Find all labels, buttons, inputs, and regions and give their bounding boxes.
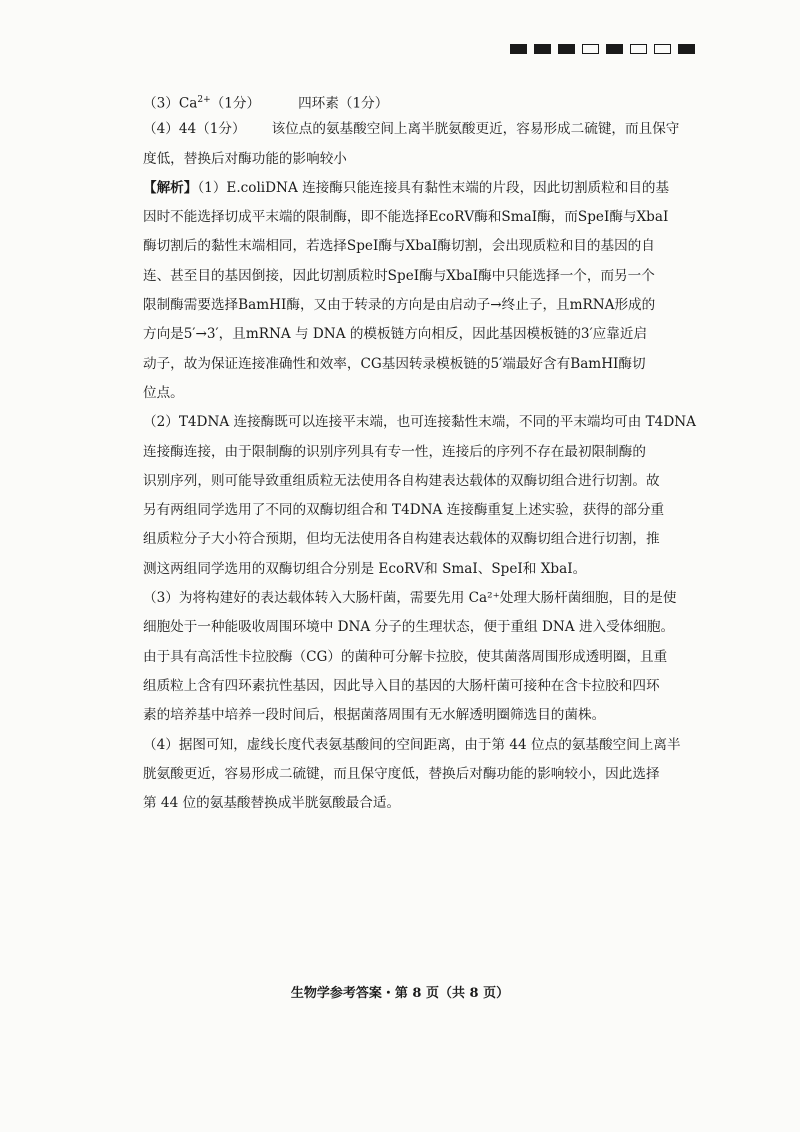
analysis-text: 连、甚至目的基因倒接，因此切割质粒时SpeⅠ酶与XbaⅠ酶中只能选择一个，而另一个 (143, 267, 655, 284)
analysis-line (143, 262, 703, 291)
analysis-text: （4）据图可知，虚线长度代表氨基酸间的空间距离，由于第 44 位点的氨基酸空间上离半 (143, 736, 681, 753)
page-marker (582, 44, 599, 54)
analysis-text: 细胞处于一种能吸收周围环境中 DNA 分子的生理状态，便于重组 DNA 进入受体细胞。 (143, 619, 675, 636)
analysis-text: 位点。 (143, 384, 184, 401)
q3-ca-sup: 2+ (197, 95, 211, 105)
analysis-part-4 (143, 731, 703, 819)
q3-ca: Ca (178, 95, 198, 112)
analysis-text: 测这两组同学选用的双酶切组合分别是 EcoRⅤ和 SmaⅠ、SpeⅠ和 XbaⅠ。 (143, 560, 587, 577)
analysis-text: 组质粒分子大小符合预期，但均无法使用各自构建表达载体的双酶切组合进行切割，推 (143, 531, 660, 548)
analysis-line (143, 203, 703, 232)
analysis-part-2 (143, 408, 703, 584)
analysis-line (143, 525, 703, 554)
analysis-line (143, 496, 703, 525)
analysis-text: （2）T4DNA 连接酶既可以连接平末端，也可连接黏性末端，不同的平末端均可由 T4DNA (143, 414, 696, 431)
analysis-text: 另有两组同学选用了不同的双酶切组合和 T4DNA 连接酶重复上述实验，获得的部分重 (143, 502, 665, 519)
analysis-text: 连接酶连接，由于限制酶的识别序列具有专一性，连接后的序列不存在最初限制酶的 (143, 443, 646, 460)
page-marker (558, 44, 575, 54)
q4-number: （4） (143, 121, 179, 138)
page-footer: 生物学参考答案・第 8 页（共 8 页） (290, 986, 510, 1001)
analysis-text: 识别序列，则可能导致重组质粒无法使用各自构建表达载体的双酶切组合进行切割。故 (143, 472, 660, 489)
analysis-text: （3）为将构建好的表达载体转入大肠杆菌，需要先用 Ca²⁺处理大肠杆菌细胞，目的是使 (143, 590, 677, 607)
analysis-line (143, 643, 703, 672)
page-marker (630, 44, 647, 54)
analysis-line (143, 350, 703, 379)
analysis-line (143, 760, 703, 789)
analysis-tag: 【解析】 (143, 179, 198, 196)
q3-answer2: 四环素（1分） (298, 95, 389, 112)
analysis-text: 动子，故为保证连接准确性和效率，CG基因转录模板链的5′端最好含有BamHⅠ酶切 (143, 355, 646, 372)
page-marker (534, 44, 551, 54)
analysis-line (143, 701, 703, 730)
analysis-part-1 (143, 174, 703, 408)
analysis-line (143, 731, 703, 760)
analysis-text: 方向是5′→3′，且mRNA 与 DNA 的模板链方向相反，因此基因模板链的3′应靠近启 (143, 326, 648, 343)
analysis-line (143, 291, 703, 320)
analysis-text: 因时不能选择切成平末端的限制酶，即不能选择EcoRⅤ酶和SmaⅠ酶，而SpeⅠ酶与XbaⅠ (143, 209, 669, 226)
analysis-line (143, 174, 703, 203)
analysis-line (143, 408, 703, 437)
q3-answer1-score: （1分） (210, 95, 261, 112)
answer-content (143, 86, 703, 818)
analysis-line (143, 672, 703, 701)
analysis-line (143, 584, 703, 613)
analysis-text: 胱氨酸更近，容易形成二硫键，而且保守度低，替换后对酶功能的影响较小，因此选择 (143, 765, 660, 782)
q3-number: （3） (143, 95, 179, 112)
analysis-text: 第 44 位的氨基酸替换成半胱氨酸最合适。 (143, 795, 401, 812)
analysis-part-3 (143, 584, 703, 730)
analysis-line (143, 232, 703, 261)
analysis-line (143, 555, 703, 584)
analysis-text: 酶切割后的黏性末端相同，若选择SpeⅠ酶与XbaⅠ酶切割，会出现质粒和目的基因的自 (143, 238, 655, 255)
answer-q4-line1 (143, 115, 703, 144)
analysis-line (143, 379, 703, 408)
analysis-text: 限制酶需要选择BamHⅠ酶，又由于转录的方向是由启动子→终止子，且mRNA形成的 (143, 297, 656, 314)
analysis-text: 组质粒上含有四环素抗性基因，因此导入目的基因的大肠杆菌可接种在含卡拉胶和四环 (143, 677, 660, 694)
analysis-line (143, 613, 703, 642)
page-marker (654, 44, 671, 54)
analysis-text: 由于具有高活性卡拉胶酶（CG）的菌种可分解卡拉胶，使其菌落周围形成透明圈，且重 (143, 648, 668, 665)
answer-q3 (143, 86, 703, 115)
analysis-line (143, 320, 703, 349)
q4-reason: 该位点的氨基酸空间上离半胱氨酸更近，容易形成二硫键，而且保守 (271, 121, 680, 138)
page-marker (510, 44, 527, 54)
analysis-text: 素的培养基中培养一段时间后，根据菌落周围有无水解透明圈筛选目的菌株。 (143, 707, 606, 724)
analysis-line (143, 467, 703, 496)
analysis-line (143, 789, 703, 818)
analysis-text: （1）E.coliDNA 连接酶只能连接具有黏性末端的片段，因此切割质粒和目的基 (197, 179, 670, 196)
page-marker (606, 44, 623, 54)
analysis-line (143, 438, 703, 467)
page-marker-strip (510, 44, 695, 54)
answer-q4-line2: 度低，替换后对酶功能的影响较小 (143, 150, 347, 167)
q4-answer: 44（1分） (178, 121, 246, 138)
page-marker (678, 44, 695, 54)
